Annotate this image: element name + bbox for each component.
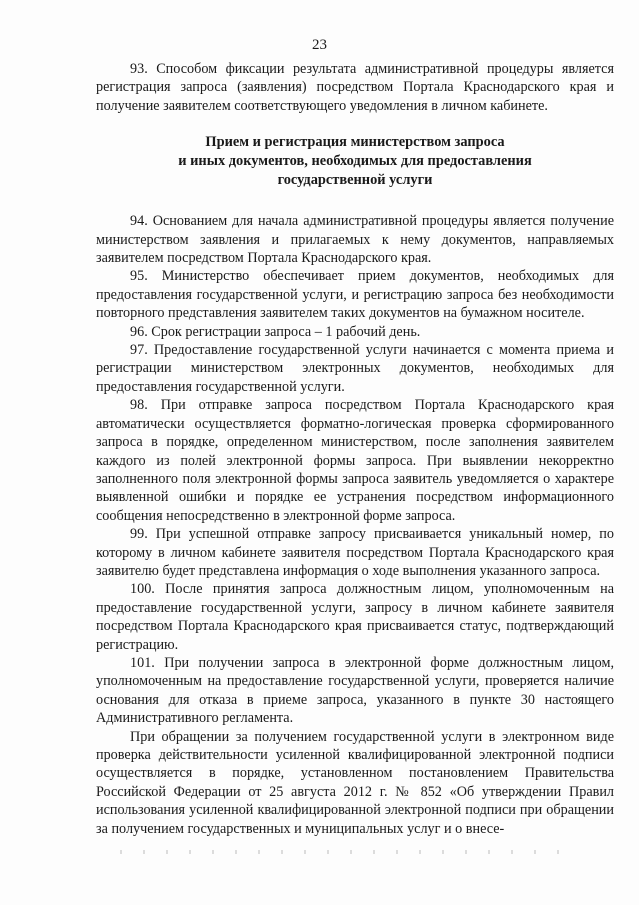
paragraph-96: 96. Срок регистрации запроса – 1 рабочий день. <box>130 323 421 340</box>
section-heading-line-3: государственной услуги <box>277 172 433 189</box>
scan-artifact <box>120 850 580 854</box>
paragraph-101: 101. При получении запроса в электронной форме должностным лицом, уполномоченным на предоставление государственной услуги, проверяется наличие основания для отказа в приеме запроса, указанного в пункте 30 настоящего Административного регламента. <box>96 654 614 727</box>
document-body <box>96 60 614 838</box>
paragraph-93: 93. Способом фиксации результата административной процедуры является регистрация запроса (заявления) посредством Портала Краснодарского края и получение заявителем соответствующего уведомления в личном кабинете. <box>96 61 614 114</box>
page-number: 23 <box>312 37 327 53</box>
paragraph-100: 100. После принятия запроса должностным лицом, уполномоченным на предоставление государственной услуги, запросу в личном кабинете заявителя посредством Портала Краснодарского края присваивается статус, подтверждающий регистрацию. <box>96 581 614 653</box>
section-heading-line-2: и иных документов, необходимых для предоставления <box>178 153 532 170</box>
section-heading <box>96 133 614 190</box>
paragraph-98: 98. При отправке запроса посредством Портала Краснодарского края автоматически осуществляется форматно-логическая проверка сформированного запроса в порядке, определенном министерством, после заполнения заявителем каждого из полей электронной формы запроса. При выявлении некорректно заполненного поля электронной формы запроса заявитель уведомляется о характере выявленной ошибки и порядке ее устранения посредством информационного сообщения непосредственно в электронной форме запроса. <box>96 397 614 524</box>
paragraph-95: 95. Министерство обеспечивает прием документов, необходимых для предоставления государственной услуги, и регистрацию запроса без необходимости повторного представления заявителем таких документов на бумажном носителе. <box>96 268 614 322</box>
paragraph-94: 94. Основанием для начала административной процедуры является получение министерством заявления и прилагаемых к нему документов, направляемых заявителем посредством Портала Краснодарского края. <box>96 213 614 267</box>
paragraph-closing: При обращении за получением государственной услуги в электронном виде проверка действительности усиленной квалифицированной электронной подписи осуществляется в порядке, установленном постановлением Правительства Российской Федерации от 25 августа 2012 г. № 852 «Об утверждении Правил использования усиленной квалифицированной электронной подписи при обращении за получением государственных и муниципальных услуг и о внесе- <box>96 728 614 837</box>
paragraph-97: 97. Предоставление государственной услуги начинается с момента приема и регистрации министерством электронных документов, необходимых для предоставления государственной услуги. <box>96 342 614 395</box>
section-heading-line-1: Прием и регистрация министерством запроса <box>205 134 505 151</box>
paragraph-99: 99. При успешной отправке запросу присваивается уникальный номер, по которому в личном кабинете заявителя посредством Портала Краснодарского края заявителю будет представлена информация о ходе выполнения указанного запроса. <box>96 526 614 579</box>
